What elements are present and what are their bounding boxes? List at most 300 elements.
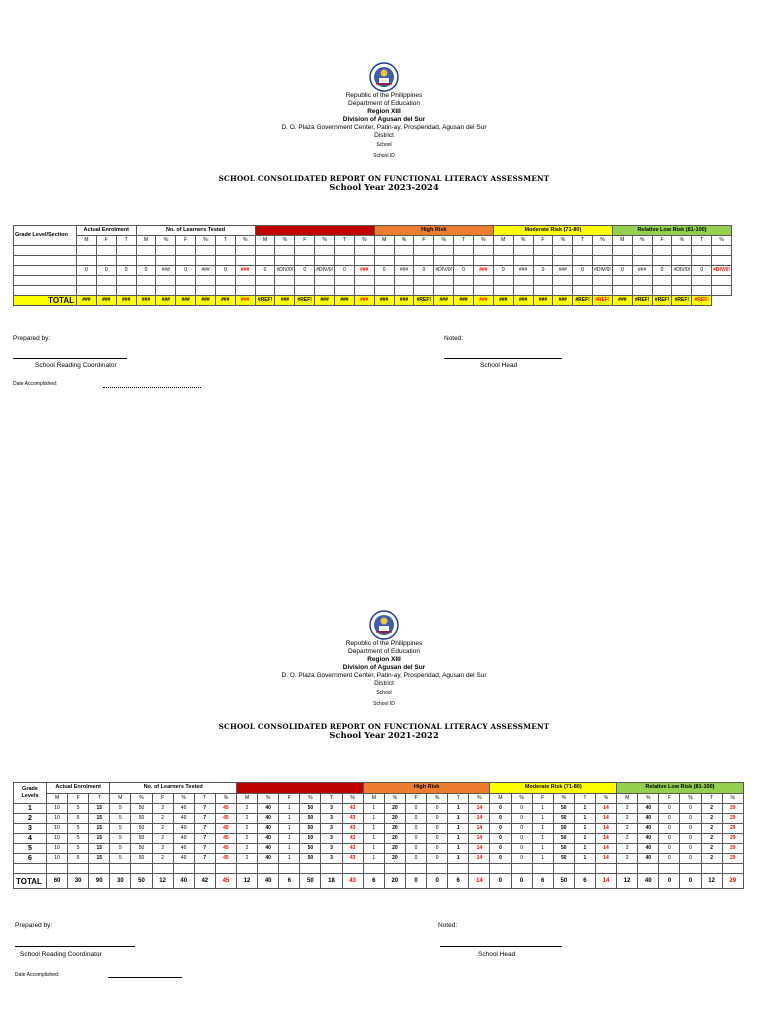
table-cell: 0 bbox=[96, 266, 116, 276]
total-cell: ### bbox=[553, 296, 573, 306]
table-cell bbox=[712, 276, 732, 286]
table-cell bbox=[156, 256, 176, 266]
table-cell: 1 bbox=[448, 854, 469, 864]
table-cell bbox=[96, 276, 116, 286]
table-cell bbox=[414, 256, 434, 266]
table-cell bbox=[612, 256, 632, 266]
table-cell: 10 bbox=[47, 854, 68, 864]
table-cell: 43 bbox=[342, 854, 363, 864]
table-cell: 5 bbox=[68, 834, 89, 844]
report-title: SCHOOL CONSOLIDATED REPORT ON FUNCTIONAL LITERACY ASSESSMENT bbox=[218, 174, 550, 183]
grade-levels-header: Grade Levels bbox=[14, 783, 47, 804]
republic-line: Republic of the Philippines bbox=[345, 640, 423, 647]
table-cell: ### bbox=[553, 266, 573, 276]
table-cell: 3 bbox=[321, 834, 342, 844]
table-cell: ### bbox=[473, 266, 493, 276]
table-cell bbox=[194, 864, 215, 874]
total-cell: 14 bbox=[595, 874, 616, 889]
total-cell: #REF! bbox=[255, 296, 275, 306]
table-cell bbox=[712, 286, 732, 296]
sub-header-row bbox=[14, 236, 732, 246]
table-cell: 1 bbox=[574, 824, 595, 834]
table-cell: 7 bbox=[194, 834, 215, 844]
table-cell bbox=[652, 256, 672, 266]
table-cell: 3 bbox=[321, 844, 342, 854]
sub-header-cell: % bbox=[275, 236, 295, 246]
table-cell: 40 bbox=[173, 824, 194, 834]
coordinator-signature-line bbox=[15, 946, 135, 947]
table-cell bbox=[692, 286, 712, 296]
sub-header-cell: T bbox=[215, 236, 235, 246]
table-cell: 1 bbox=[363, 834, 384, 844]
table-row bbox=[14, 824, 744, 834]
table-cell bbox=[574, 864, 595, 874]
deped-seal-icon bbox=[363, 62, 405, 92]
table-cell: 0 bbox=[405, 814, 426, 824]
sub-header-cell: % bbox=[384, 793, 405, 804]
table-cell: 40 bbox=[638, 834, 659, 844]
table-cell bbox=[612, 246, 632, 256]
table-cell: 2 bbox=[152, 844, 173, 854]
table-cell: 50 bbox=[553, 854, 574, 864]
sub-header-cell: % bbox=[394, 236, 414, 246]
head-signature-line bbox=[440, 946, 562, 947]
critical-risk-header: Critical Risk bbox=[237, 783, 364, 794]
total-cell: ### bbox=[513, 296, 533, 306]
table-cell bbox=[275, 286, 295, 296]
total-cell: ### bbox=[434, 296, 454, 306]
total-cell: ### bbox=[196, 296, 216, 306]
table-cell bbox=[152, 864, 173, 874]
table-cell bbox=[235, 286, 255, 296]
total-cell: 0 bbox=[427, 874, 448, 889]
grade-level-cell: 3 bbox=[14, 824, 47, 834]
table-cell: 0 bbox=[511, 834, 532, 844]
sub-header-cell: F bbox=[279, 793, 300, 804]
coordinator-label: School Reading Coordinator bbox=[35, 362, 117, 369]
total-cell: 0 bbox=[680, 874, 701, 889]
table-cell bbox=[315, 246, 335, 256]
table-cell: 43 bbox=[342, 814, 363, 824]
table-cell: ### bbox=[394, 266, 414, 276]
table-cell: #DIV/0! bbox=[315, 266, 335, 276]
table-cell: 0 bbox=[659, 834, 680, 844]
prepared-by-label: Prepared by: bbox=[15, 922, 53, 929]
sub-header-cell: % bbox=[553, 793, 574, 804]
table-cell: 40 bbox=[638, 804, 659, 814]
table-cell: 1 bbox=[532, 844, 553, 854]
table-cell: ### bbox=[513, 266, 533, 276]
total-cell: 45 bbox=[215, 874, 236, 889]
table-cell bbox=[89, 864, 110, 874]
table-cell: 0 bbox=[295, 266, 315, 276]
table-cell bbox=[156, 286, 176, 296]
table-cell: 2 bbox=[152, 814, 173, 824]
table-cell bbox=[632, 286, 652, 296]
table-cell bbox=[493, 256, 513, 266]
table-cell: 1 bbox=[448, 804, 469, 814]
table-cell bbox=[394, 246, 414, 256]
table-cell: 2 bbox=[152, 854, 173, 864]
republic-line: Republic of the Philippines bbox=[345, 92, 423, 99]
table-cell: 50 bbox=[131, 834, 152, 844]
table-cell bbox=[255, 276, 275, 286]
head-label: School Head bbox=[480, 362, 518, 369]
table-cell: 1 bbox=[279, 854, 300, 864]
table-cell: ### bbox=[632, 266, 652, 276]
table-cell: 45 bbox=[215, 804, 236, 814]
table-cell: 15 bbox=[89, 854, 110, 864]
table-row bbox=[14, 804, 744, 814]
table-cell bbox=[47, 864, 68, 874]
table-cell: 40 bbox=[173, 814, 194, 824]
table-cell: 40 bbox=[258, 804, 279, 814]
table-cell: 40 bbox=[258, 814, 279, 824]
table-cell: 14 bbox=[595, 814, 616, 824]
table-cell: 0 bbox=[454, 266, 474, 276]
table-cell: 43 bbox=[342, 804, 363, 814]
total-row bbox=[14, 296, 732, 306]
total-cell: 12 bbox=[617, 874, 638, 889]
table-cell: #DIV/0! bbox=[434, 266, 454, 276]
table-cell bbox=[434, 246, 454, 256]
report-2021-2022 bbox=[0, 610, 768, 741]
sub-header-cell: M bbox=[612, 236, 632, 246]
table-cell bbox=[215, 256, 235, 266]
table-cell: 29 bbox=[722, 834, 743, 844]
school-line: School bbox=[376, 142, 392, 148]
table-cell: 40 bbox=[258, 834, 279, 844]
total-row bbox=[14, 874, 744, 889]
table-cell: 50 bbox=[300, 824, 321, 834]
school-id-line: School ID bbox=[373, 153, 395, 159]
table-cell bbox=[255, 256, 275, 266]
table-cell bbox=[68, 864, 89, 874]
table-cell bbox=[532, 864, 553, 874]
grade-level-cell: 1 bbox=[14, 804, 47, 814]
table-cell bbox=[652, 276, 672, 286]
sub-header-cell: % bbox=[131, 793, 152, 804]
grade-level-cell: 5 bbox=[14, 844, 47, 854]
table-cell bbox=[295, 246, 315, 256]
table-cell: 0 bbox=[511, 824, 532, 834]
total-cell: #REF! bbox=[593, 296, 613, 306]
table-cell: ### bbox=[235, 266, 255, 276]
total-cell: ### bbox=[96, 296, 116, 306]
table-cell bbox=[553, 276, 573, 286]
table-cell bbox=[136, 286, 156, 296]
table-cell: 0 bbox=[659, 804, 680, 814]
table-cell: 1 bbox=[574, 854, 595, 864]
sub-header-cell: % bbox=[595, 793, 616, 804]
table-cell bbox=[490, 864, 511, 874]
table-cell: 43 bbox=[342, 844, 363, 854]
school-year: School Year 2021-2022 bbox=[329, 731, 439, 741]
table-cell bbox=[632, 256, 652, 266]
table-cell: 0 bbox=[427, 824, 448, 834]
table-cell bbox=[511, 864, 532, 874]
table-cell bbox=[394, 276, 414, 286]
district-line: District bbox=[374, 680, 394, 687]
table-cell bbox=[533, 256, 553, 266]
table-cell: 5 bbox=[68, 814, 89, 824]
table-cell bbox=[405, 864, 426, 874]
department-line: Department of Education bbox=[348, 648, 420, 655]
letterhead bbox=[0, 610, 768, 710]
table-cell: ### bbox=[354, 266, 374, 276]
table-cell: 45 bbox=[215, 834, 236, 844]
date-label: Date Accomplished: bbox=[15, 972, 60, 978]
total-cell: #REF! bbox=[692, 296, 712, 306]
table-cell: 14 bbox=[595, 834, 616, 844]
table-cell: 10 bbox=[47, 844, 68, 854]
table-cell: 0 bbox=[116, 266, 136, 276]
table-cell bbox=[77, 276, 97, 286]
address-line: D. O. Plaza Government Center, Patin-ay, Prosperidad, Agusan del Sur bbox=[281, 672, 487, 679]
table-cell: 29 bbox=[722, 814, 743, 824]
table-row bbox=[14, 246, 732, 256]
total-cell: ### bbox=[493, 296, 513, 306]
sub-header-cell: M bbox=[617, 793, 638, 804]
table-cell: 2 bbox=[152, 834, 173, 844]
table-cell: 1 bbox=[448, 814, 469, 824]
table-cell bbox=[632, 276, 652, 286]
table-cell bbox=[595, 864, 616, 874]
table-cell bbox=[215, 246, 235, 256]
address-line: D. O. Plaza Government Center, Patin-ay, Prosperidad, Agusan del Sur bbox=[281, 124, 487, 131]
sub-header-cell: % bbox=[722, 793, 743, 804]
table-cell: 43 bbox=[342, 824, 363, 834]
sub-header-cell: F bbox=[152, 793, 173, 804]
sub-header-cell: T bbox=[89, 793, 110, 804]
table-cell bbox=[136, 256, 156, 266]
table-cell bbox=[334, 276, 354, 286]
table-cell bbox=[354, 246, 374, 256]
table-cell bbox=[722, 864, 743, 874]
table-cell: 0 bbox=[493, 266, 513, 276]
table-cell bbox=[321, 864, 342, 874]
table-cell: 0 bbox=[511, 804, 532, 814]
sub-header-cell: % bbox=[513, 236, 533, 246]
total-cell: ### bbox=[454, 296, 474, 306]
table-cell bbox=[14, 246, 77, 256]
total-cell: 60 bbox=[47, 874, 68, 889]
table-cell: 14 bbox=[469, 824, 490, 834]
table-cell bbox=[617, 864, 638, 874]
table-cell: 50 bbox=[553, 804, 574, 814]
table-cell bbox=[235, 246, 255, 256]
table-cell: 1 bbox=[532, 814, 553, 824]
table-cell: 40 bbox=[638, 824, 659, 834]
table-cell bbox=[448, 864, 469, 874]
table-cell bbox=[672, 246, 692, 256]
high-risk-header: High Risk bbox=[363, 783, 490, 794]
table-cell bbox=[156, 276, 176, 286]
table-cell: 45 bbox=[215, 854, 236, 864]
sub-header-cell: % bbox=[196, 236, 216, 246]
table-cell: 50 bbox=[553, 814, 574, 824]
table-cell bbox=[196, 246, 216, 256]
table-cell bbox=[295, 286, 315, 296]
table-cell: 5 bbox=[68, 854, 89, 864]
total-cell: 42 bbox=[194, 874, 215, 889]
sub-header-cell: F bbox=[532, 793, 553, 804]
table-cell bbox=[632, 246, 652, 256]
table-cell: 1 bbox=[279, 834, 300, 844]
table-cell: 1 bbox=[363, 844, 384, 854]
table-cell: 0 bbox=[414, 266, 434, 276]
table-cell: 50 bbox=[131, 804, 152, 814]
table-cell bbox=[315, 286, 335, 296]
table-cell bbox=[374, 256, 394, 266]
division-line: Division of Agusan del Sur bbox=[342, 116, 426, 123]
table-cell: 1 bbox=[363, 804, 384, 814]
table-cell: 0 bbox=[680, 814, 701, 824]
table-cell bbox=[334, 286, 354, 296]
total-cell: #REF! bbox=[414, 296, 434, 306]
total-cell: 40 bbox=[638, 874, 659, 889]
table-cell bbox=[354, 286, 374, 296]
table-cell: 1 bbox=[574, 844, 595, 854]
sub-header-cell: T bbox=[701, 793, 722, 804]
sub-header-cell: M bbox=[490, 793, 511, 804]
table-cell bbox=[176, 286, 196, 296]
table-cell: 15 bbox=[89, 834, 110, 844]
table-cell bbox=[215, 276, 235, 286]
table-cell: 0 bbox=[659, 824, 680, 834]
tested-header: No. of Learners Tested bbox=[110, 783, 237, 794]
sub-header-cell: % bbox=[469, 793, 490, 804]
sub-header-cell: M bbox=[47, 793, 68, 804]
low-risk-header: Relative Low Risk (81-100) bbox=[617, 783, 744, 794]
table-cell: 7 bbox=[194, 804, 215, 814]
table-cell bbox=[77, 286, 97, 296]
total-cell: 20 bbox=[384, 874, 405, 889]
table-cell: 40 bbox=[173, 854, 194, 864]
table-cell: 50 bbox=[300, 844, 321, 854]
table-cell bbox=[434, 286, 454, 296]
sub-header-cell: % bbox=[427, 793, 448, 804]
total-cell: #REF! bbox=[632, 296, 652, 306]
table-cell bbox=[215, 286, 235, 296]
table-cell bbox=[363, 864, 384, 874]
division-line: Division of Agusan del Sur bbox=[342, 664, 426, 671]
table-cell: 50 bbox=[131, 844, 152, 854]
head-label: School Head bbox=[478, 951, 516, 958]
table-cell bbox=[14, 286, 77, 296]
total-label: TOTAL bbox=[14, 874, 47, 889]
table-cell: 2 bbox=[152, 824, 173, 834]
table-cell: 0 bbox=[427, 854, 448, 864]
table-cell: 20 bbox=[384, 824, 405, 834]
table-row bbox=[14, 854, 744, 864]
table-cell: 0 bbox=[405, 834, 426, 844]
table-cell: 1 bbox=[279, 814, 300, 824]
table-cell: 1 bbox=[363, 854, 384, 864]
table-cell: 0 bbox=[405, 804, 426, 814]
table-cell: 2 bbox=[701, 844, 722, 854]
table-cell: 5 bbox=[110, 824, 131, 834]
table-cell bbox=[638, 864, 659, 874]
table-cell bbox=[173, 864, 194, 874]
total-cell: 40 bbox=[258, 874, 279, 889]
sub-header-cell: % bbox=[300, 793, 321, 804]
table-row bbox=[14, 864, 744, 874]
total-cell: ### bbox=[473, 296, 493, 306]
grade-level-cell: 2 bbox=[14, 814, 47, 824]
table-cell bbox=[680, 864, 701, 874]
sub-header-cell: % bbox=[434, 236, 454, 246]
sub-header-cell: % bbox=[258, 793, 279, 804]
table-cell: 0 bbox=[659, 814, 680, 824]
table-cell bbox=[176, 276, 196, 286]
total-cell: 0 bbox=[405, 874, 426, 889]
table-cell bbox=[295, 256, 315, 266]
moderate-risk-header: Moderate Risk (71-80) bbox=[490, 783, 617, 794]
sub-header-cell: T bbox=[573, 236, 593, 246]
table-cell bbox=[593, 276, 613, 286]
sub-header-cell: T bbox=[574, 793, 595, 804]
table-cell bbox=[473, 276, 493, 286]
table-cell bbox=[493, 276, 513, 286]
table-cell: 0 bbox=[511, 854, 532, 864]
sub-header-cell: % bbox=[156, 236, 176, 246]
table-cell: 0 bbox=[652, 266, 672, 276]
table-cell: 0 bbox=[533, 266, 553, 276]
table-cell bbox=[454, 286, 474, 296]
grade-section-header: Grade Level/Section bbox=[14, 226, 77, 246]
table-cell: 1 bbox=[448, 824, 469, 834]
total-cell: ### bbox=[77, 296, 97, 306]
table-cell: 0 bbox=[511, 814, 532, 824]
table-cell: 0 bbox=[255, 266, 275, 276]
table-cell bbox=[712, 256, 732, 266]
table-cell: 2 bbox=[617, 854, 638, 864]
table-cell: 0 bbox=[374, 266, 394, 276]
table-cell: 3 bbox=[321, 804, 342, 814]
table-cell: 0 bbox=[659, 854, 680, 864]
table-cell: 0 bbox=[573, 266, 593, 276]
sub-header-cell: M bbox=[237, 793, 258, 804]
table-cell: 50 bbox=[300, 804, 321, 814]
table-cell: 50 bbox=[300, 854, 321, 864]
table-cell bbox=[692, 276, 712, 286]
table-row bbox=[14, 276, 732, 286]
sub-header-cell: F bbox=[414, 236, 434, 246]
table-cell: 10 bbox=[47, 824, 68, 834]
sub-header-cell: % bbox=[315, 236, 335, 246]
table-cell: 40 bbox=[173, 844, 194, 854]
sub-header-cell: F bbox=[659, 793, 680, 804]
table-cell bbox=[334, 256, 354, 266]
table-cell bbox=[652, 286, 672, 296]
sub-header-cell: M bbox=[77, 236, 97, 246]
sub-header-cell: F bbox=[295, 236, 315, 246]
table-cell: 2 bbox=[617, 844, 638, 854]
sub-header-cell: % bbox=[235, 236, 255, 246]
table-cell bbox=[612, 276, 632, 286]
table-cell bbox=[110, 864, 131, 874]
sub-header-cell: M bbox=[493, 236, 513, 246]
table-cell: 50 bbox=[300, 834, 321, 844]
table-cell bbox=[235, 256, 255, 266]
table-cell: 40 bbox=[258, 854, 279, 864]
table-cell: 2 bbox=[617, 834, 638, 844]
sub-header-cell: M bbox=[136, 236, 156, 246]
table-cell bbox=[255, 286, 275, 296]
total-cell: #REF! bbox=[295, 296, 315, 306]
total-cell: ### bbox=[116, 296, 136, 306]
